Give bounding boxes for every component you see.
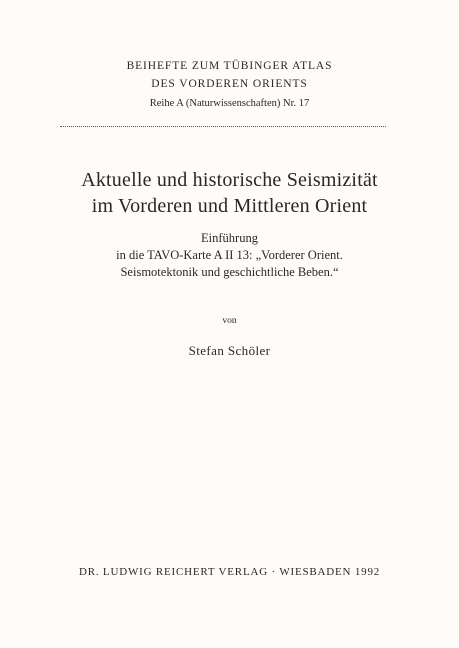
author-name: Stefan Schöler <box>188 343 271 358</box>
subtitle-line-2: in die TAVO-Karte A II 13: „Vorderer Orient. <box>116 248 343 262</box>
series-title-line-2: DES VORDEREN ORIENTS <box>151 78 308 90</box>
book-title-line-1: Aktuelle und historische Seismizität <box>81 169 378 191</box>
dotted-divider <box>60 126 386 127</box>
series-number: Reihe A (Naturwissenschaften) Nr. 17 <box>149 98 310 109</box>
subtitle-line-1: Einführung <box>201 231 258 245</box>
by-label: von <box>222 316 237 326</box>
subtitle-line-3: Seismotektonik und geschichtliche Beben.“ <box>120 265 339 279</box>
series-title-line-1: BEIHEFTE ZUM TÜBINGER ATLAS <box>126 60 333 72</box>
book-title-line-2: im Vorderen und Mittleren Orient <box>91 195 368 217</box>
publisher-imprint: DR. LUDWIG REICHERT VERLAG · WIESBADEN 1992 <box>78 566 381 578</box>
